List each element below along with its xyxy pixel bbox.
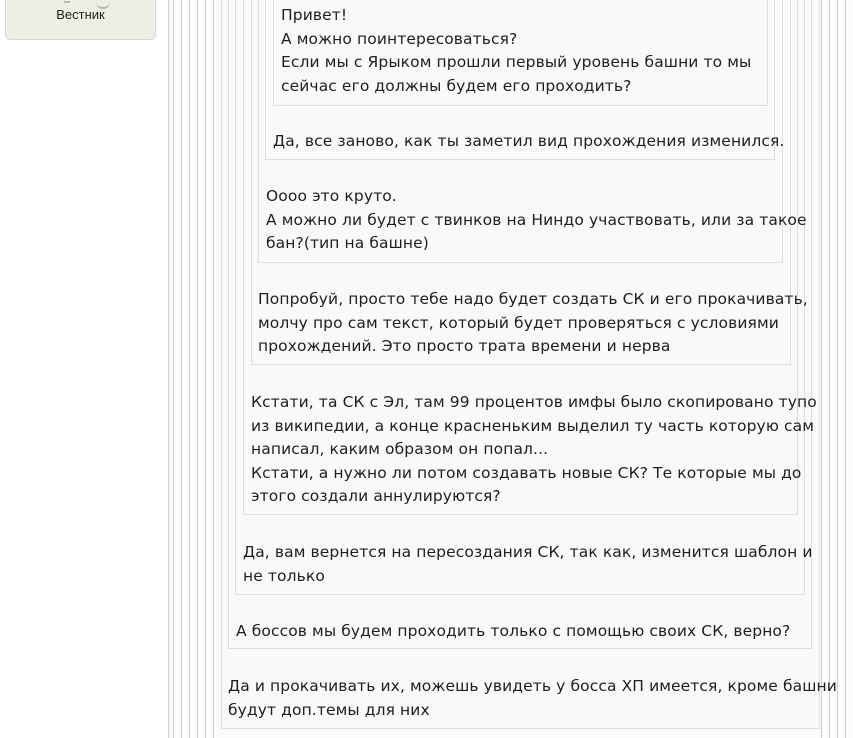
thread-guide-line (837, 0, 838, 738)
thread-guide-line (845, 0, 846, 738)
comment-text: Попробуй, просто тебе надо будет создать СК и его прокачивать, молчу про сам текст, который будет проверяться с условиями прохождений. Это просто трата времени и нерва (258, 290, 808, 356)
thread-guide-line (829, 0, 830, 738)
thread-guide-line (213, 0, 214, 738)
thread-guide-line (197, 0, 198, 738)
thread-guide-line (205, 0, 206, 738)
comment-text: Привет! А можно поинтересоваться? Если мы с Ярыком прошли первый уровень башни то мы сейчас его должны будем его проходить? (281, 6, 752, 95)
avatar-fragment-icon (64, 0, 70, 3)
comment-text: А боссов мы будем проходить только с помощью своих СК, верно? (236, 622, 791, 640)
sidebar-user-card[interactable] (5, 0, 156, 40)
comment-text: Да, вам вернется на пересоздания СК, так как, изменится шаблон и не только (243, 543, 813, 585)
comment-text: Да и прокачивать их, можешь увидеть у босса ХП имеется, кроме башни будут доп.темы для них (228, 677, 837, 719)
thread-guide-line (189, 0, 190, 738)
thread-guide-line (821, 0, 822, 738)
comment-text: Оооо это круто. А можно ли будет с твинков на Ниндо участвовать, или за такое бан?(тип на башне) (266, 187, 807, 253)
thread-guide-line (173, 0, 174, 738)
sidebar-user-title: Вестник (56, 7, 105, 22)
comment-text: Кстати, та СК с Эл, там 99 процентов имфы было скопировано тупо из википедии, а конце красненьким выделил ту часть которую сам написал, каким образом он попал... Кстати, а нужно ли потом создавать новые СК? Те которые мы до этого создали аннулируются? (251, 393, 817, 506)
comment-text: Да, все заново, как ты заметил вид прохождения изменился. (273, 132, 785, 150)
thread-guide-line (181, 0, 182, 738)
